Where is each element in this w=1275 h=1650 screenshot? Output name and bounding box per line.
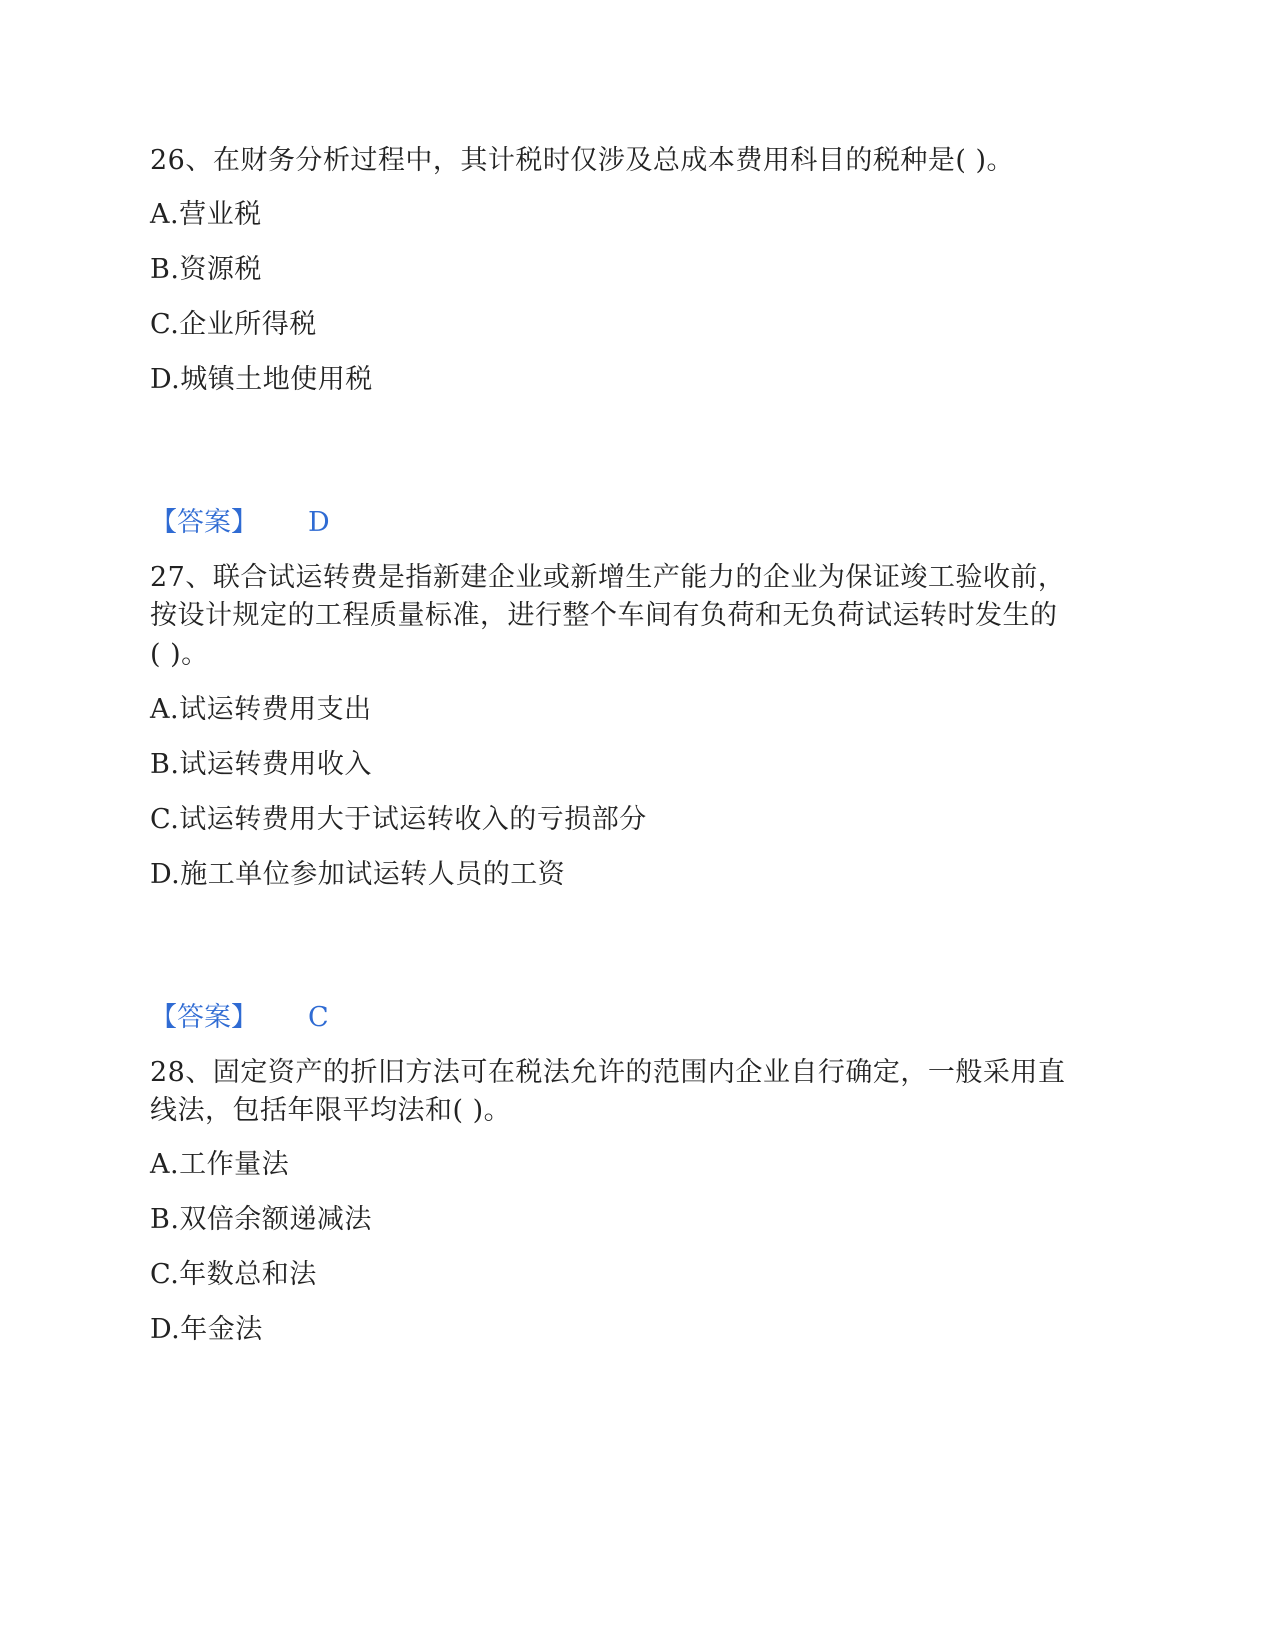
option-c: C.试运转费用大于试运转收入的亏损部分 bbox=[150, 804, 647, 835]
option-a: A.营业税 bbox=[150, 199, 262, 230]
question-stem-line: ( )。 bbox=[150, 639, 209, 670]
option-d: D.年金法 bbox=[150, 1314, 263, 1345]
answer-label: 【答案】 bbox=[150, 507, 258, 538]
option-d: D.城镇土地使用税 bbox=[150, 364, 373, 395]
answer-value: D bbox=[308, 507, 330, 538]
option-c: C.企业所得税 bbox=[150, 309, 317, 340]
question-stem-line: 26、在财务分析过程中，其计税时仅涉及总成本费用科目的税种是( )。 bbox=[150, 145, 1015, 176]
option-b: B.资源税 bbox=[150, 254, 262, 285]
option-b: B.双倍余额递减法 bbox=[150, 1204, 372, 1235]
answer-value: C bbox=[308, 1002, 329, 1033]
option-d: D.施工单位参加试运转人员的工资 bbox=[150, 859, 566, 890]
answer-27 bbox=[150, 1003, 329, 1033]
question-stem-line: 按设计规定的工程质量标准，进行整个车间有负荷和无负荷试运转时发生的 bbox=[150, 600, 1058, 631]
answer-26 bbox=[150, 508, 330, 538]
option-a: A.试运转费用支出 bbox=[150, 694, 372, 725]
option-c: C.年数总和法 bbox=[150, 1259, 317, 1290]
question-stem-line: 线法，包括年限平均法和( )。 bbox=[150, 1095, 512, 1126]
answer-label: 【答案】 bbox=[150, 1002, 258, 1033]
question-stem-line: 28、固定资产的折旧方法可在税法允许的范围内企业自行确定，一般采用直 bbox=[150, 1057, 1066, 1088]
option-a: A.工作量法 bbox=[150, 1149, 290, 1180]
question-stem-line: 27、联合试运转费是指新建企业或新增生产能力的企业为保证竣工验收前， bbox=[150, 562, 1066, 593]
option-b: B.试运转费用收入 bbox=[150, 749, 372, 780]
